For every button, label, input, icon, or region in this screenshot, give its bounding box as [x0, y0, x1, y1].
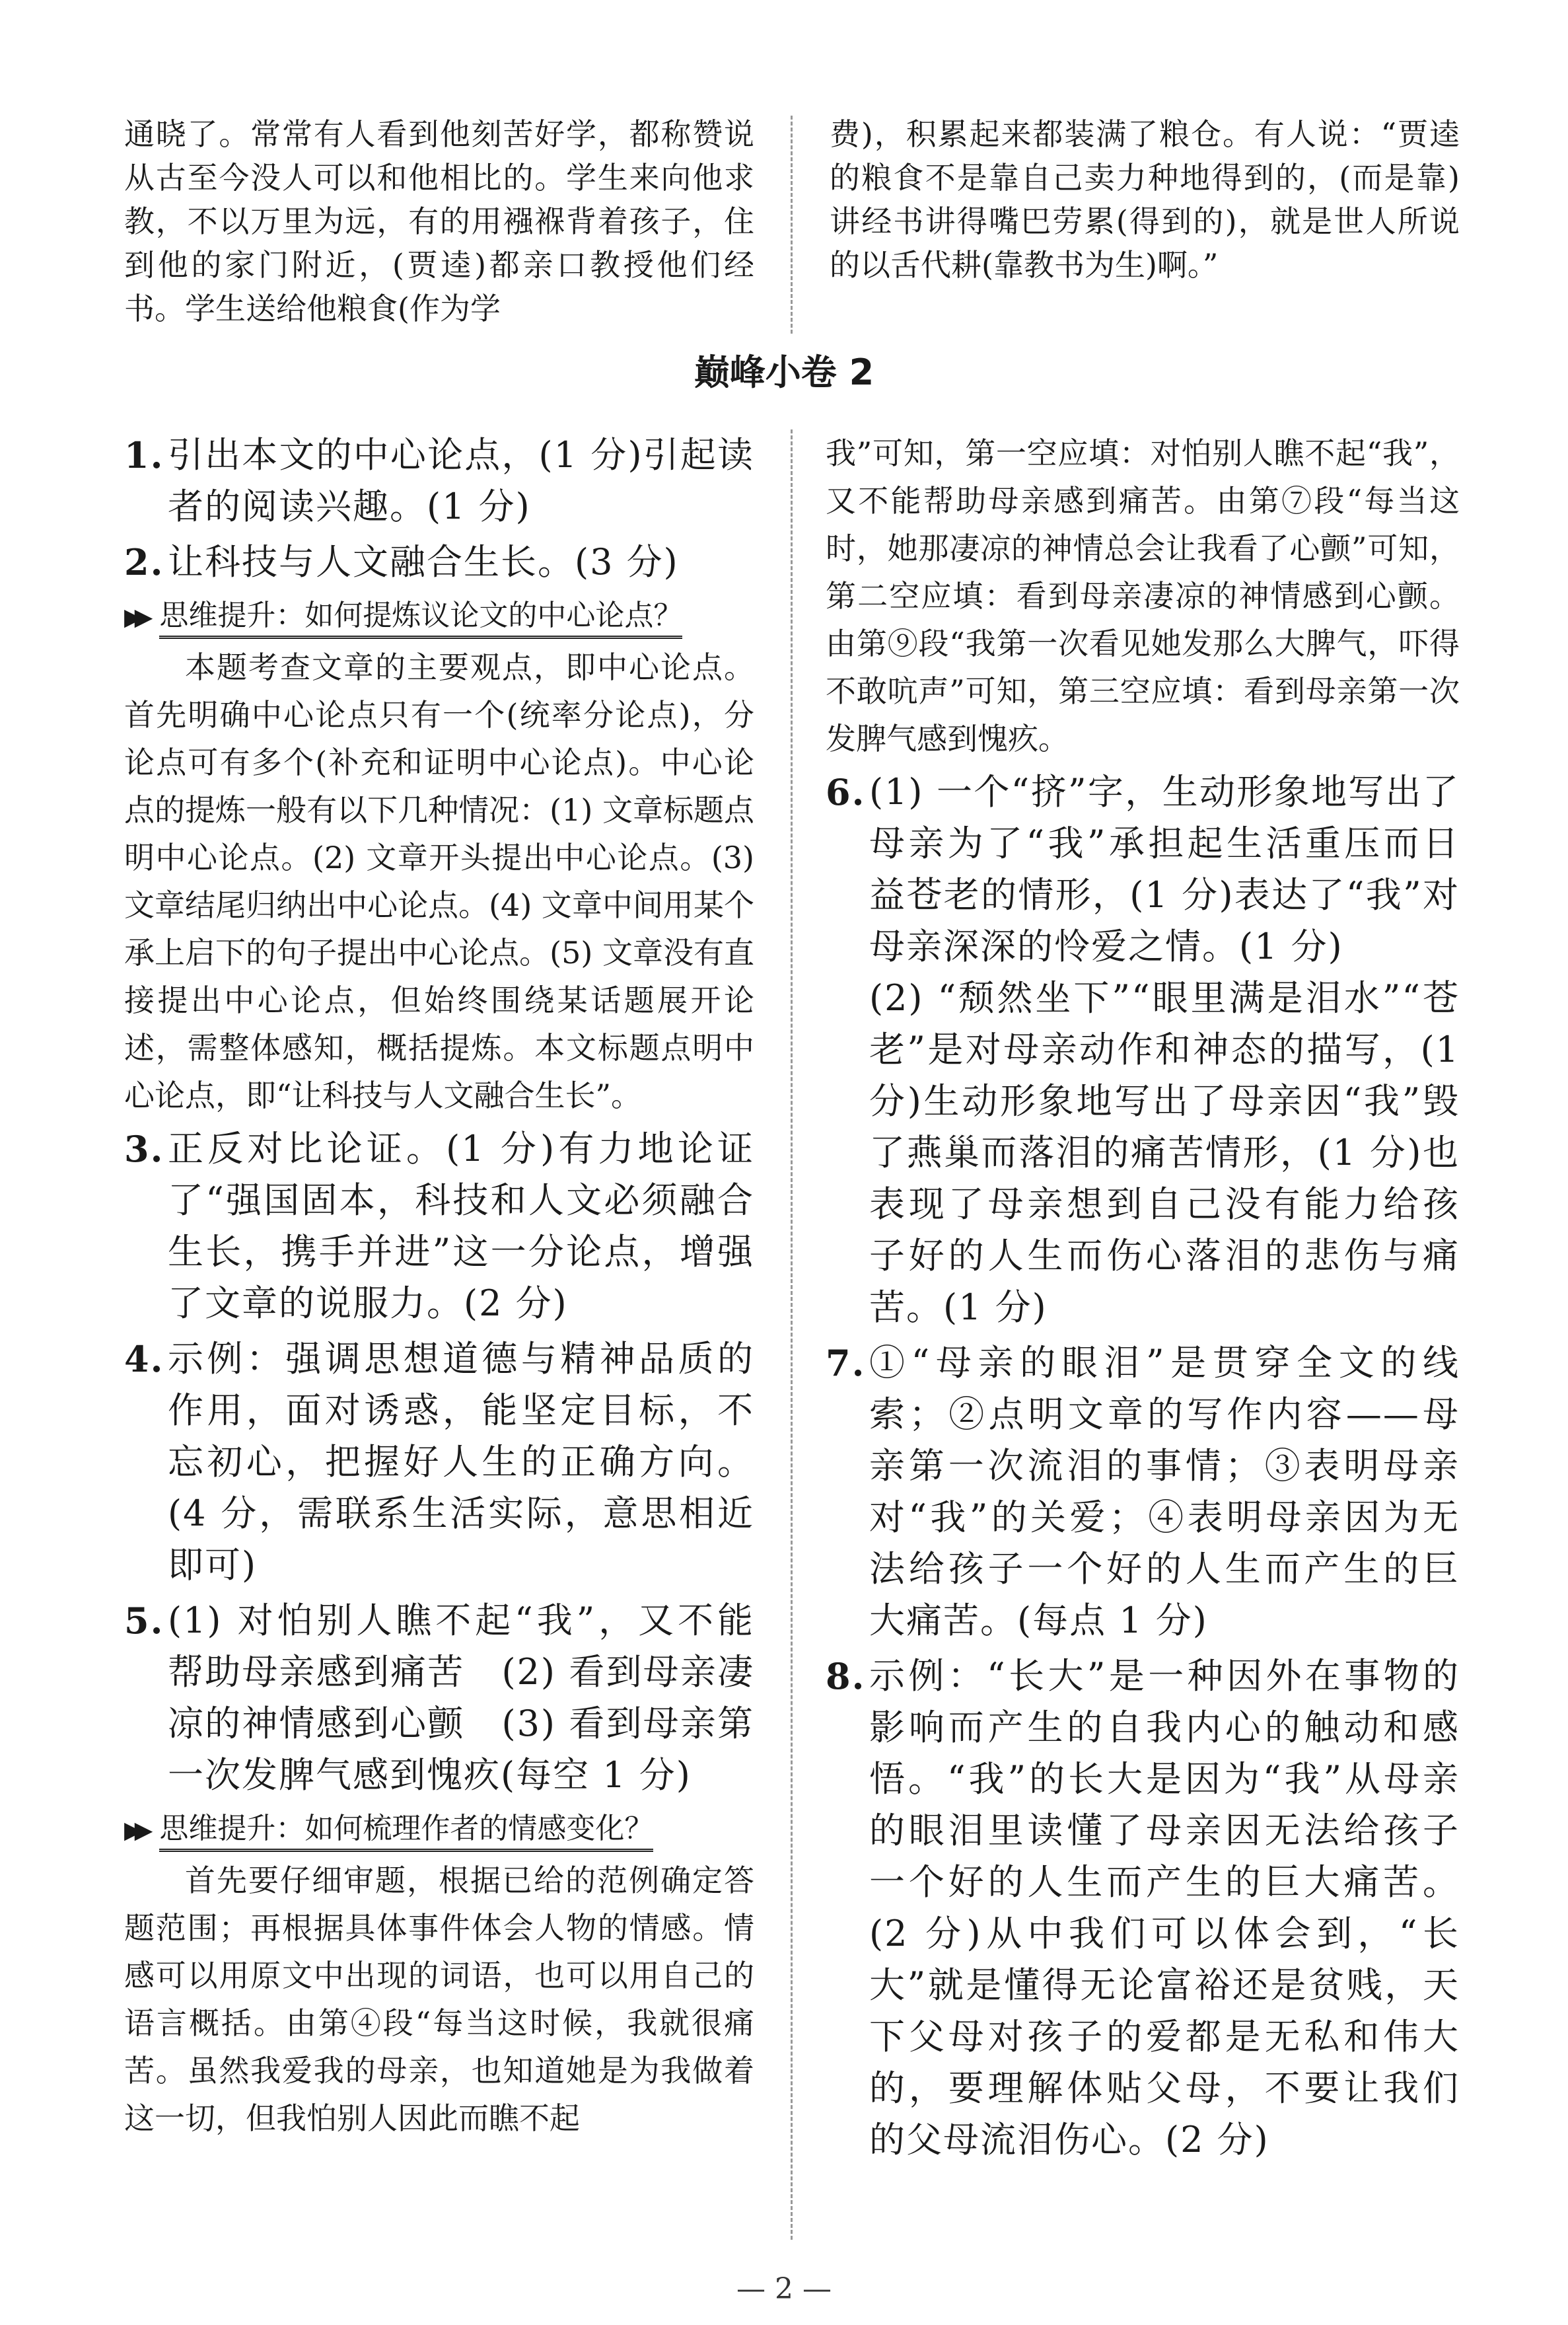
answer-text: (1) 对怕别人瞧不起“我”，又不能帮助母亲感到痛苦 (2) 看到母亲凄凉的神情感到心颤 (3) 看到母亲第一次发脾气感到愧疚(每空 1 分) [168, 1600, 754, 1796]
answer-4 [124, 1333, 754, 1591]
answer-3 [124, 1123, 754, 1329]
right-column [826, 429, 1460, 2170]
tip-header-2 [124, 1808, 754, 1854]
answer-7 [826, 1337, 1460, 1646]
top-continuation [124, 112, 1460, 330]
answer-number: 8. [826, 1655, 866, 1697]
answer-text-part-2: (2) “颓然坐下”“眼里满是泪水”“苍老”是对母亲动作和神态的描写，(1 分)生动形象地写出了母亲因“我”毁了燕巢而落泪的痛苦情形，(1 分)也表现了母亲想到自己没有能力给孩子好的人生而伤心落泪的悲伤与痛苦。(1 分) [869, 977, 1460, 1328]
tip-body-2-continued: 我”可知，第一空应填：对怕别人瞧不起“我”，又不能帮助母亲感到痛苦。由第⑦段“每当这时，她那凄凉的神情总会让我看了心颤”可知，第二空应填：看到母亲凄凉的神情感到心颤。由第⑨段“我第一次看见她发那么大脾气，吓得不敢吭声”可知，第三空应填：看到母亲第一次发脾气感到愧疚。 [826, 435, 1460, 757]
answer-2 [124, 536, 754, 588]
double-arrow-icon: ▶▶ [124, 1817, 145, 1844]
tip-label: 思维提升：如何梳理作者的情感变化？ [159, 1810, 653, 1852]
answer-1 [124, 429, 754, 533]
answer-text-part-1: (1) 一个“挤”字，生动形象地写出了母亲为了“我”承担起生活重压而日益苍老的情形，(1 分)表达了“我”对母亲深深的怜爱之情。(1 分) [869, 771, 1460, 967]
tip-body-2: 首先要仔细审题，根据已给的范例确定答题范围；再根据具体事件体会人物的情感。情感可以用原文中出现的词语，也可以用自己的语言概括。由第④段“每当这时候，我就很痛苦。虽然我爱我的母亲，也知道她是为我做着这一切，但我怕别人因此而瞧不起 [124, 1863, 754, 2136]
answer-text: ①“母亲的眼泪”是贯穿全文的线索；②点明文章的写作内容——母亲第一次流泪的事情；③表明母亲对“我”的关爱；④表明母亲因为无法给孩子一个好的人生而产生的巨大痛苦。(每点 1 分) [869, 1342, 1460, 1641]
answer-text: 正反对比论证。(1 分)有力地论证了“强国固本，科技和人文必须融合生长，携手并进”这一分论点，增强了文章的说服力。(2 分) [168, 1128, 754, 1324]
answer-6 [826, 766, 1460, 1333]
top-right-text: 费)，积累起来都装满了粮仓。有人说：“贾逵的粮食不是靠自己卖力种地得到的，(而是靠)讲经书讲得嘴巴劳累(得到的)，就是世人所说的以舌代耕(靠教书为生)啊。” [830, 116, 1460, 283]
answer-number: 5. [124, 1600, 164, 1642]
left-column [124, 429, 754, 2142]
answer-number: 2. [124, 541, 164, 583]
double-arrow-icon: ▶▶ [124, 604, 145, 631]
answer-number: 7. [826, 1342, 866, 1384]
answer-number: 3. [124, 1128, 164, 1170]
tip-label: 思维提升：如何提炼议论文的中心论点？ [159, 597, 682, 639]
answer-text: 引出本文的中心论点，(1 分)引起读者的阅读兴趣。(1 分) [168, 434, 754, 527]
answer-number: 4. [124, 1338, 164, 1380]
answer-text: 让科技与人文融合生长。(3 分) [168, 541, 679, 583]
page-number: — 2 — [736, 2272, 832, 2306]
answer-text: 示例：“长大”是一种因外在事物的影响而产生的自我内心的触动和感悟。“我”的长大是因为“我”从母亲的眼泪里读懂了母亲因无法给孩子一个好的人生而产生的巨大痛苦。(2 分)从中我们可以体会到，“长大”就是懂得无论富裕还是贫贱，天下父母对孩子的爱都是无私和伟大的，要理解体贴父母，不要让我们的父母流泪伤心。(2 分) [869, 1655, 1460, 2160]
answer-text: 示例：强调思想道德与精神品质的作用，面对诱惑，能坚定目标，不忘初心，把握好人生的正确方向。(4 分，需联系生活实际，意思相近即可) [168, 1338, 754, 1586]
answer-number: 6. [826, 771, 866, 813]
tip-header-1 [124, 595, 754, 641]
section-title: 巅峰小卷 2 [694, 351, 874, 393]
top-left-text: 通晓了。常常有人看到他刻苦好学，都称赞说从古至今没人可以和他相比的。学生来向他求教，不以万里为远，有的用襁褓背着孩子，住到他的家门附近，(贾逵)都亲口教授他们经书。学生送给他粮食(作为学 [124, 116, 754, 326]
answer-8 [826, 1650, 1460, 2166]
column-divider [791, 429, 793, 2240]
tip-body-1: 本题考查文章的主要观点，即中心论点。首先明确中心论点只有一个(统率分论点)，分论点可有多个(补充和证明中心论点)。中心论点的提炼一般有以下几种情况：(1) 文章标题点明中心论点。(2) 文章开头提出中心论点。(3) 文章结尾归纳出中心论点。(4) 文章中间用某个承上启下的句子提出中心论点。(5) 文章没有直接提出中心论点，但始终围绕某话题展开论述，需整体感知，概括提炼。本文标题点明中心论点，即“让科技与人文融合生长”。 [124, 649, 754, 1113]
answer-number: 1. [124, 434, 164, 476]
answer-5 [124, 1595, 754, 1801]
